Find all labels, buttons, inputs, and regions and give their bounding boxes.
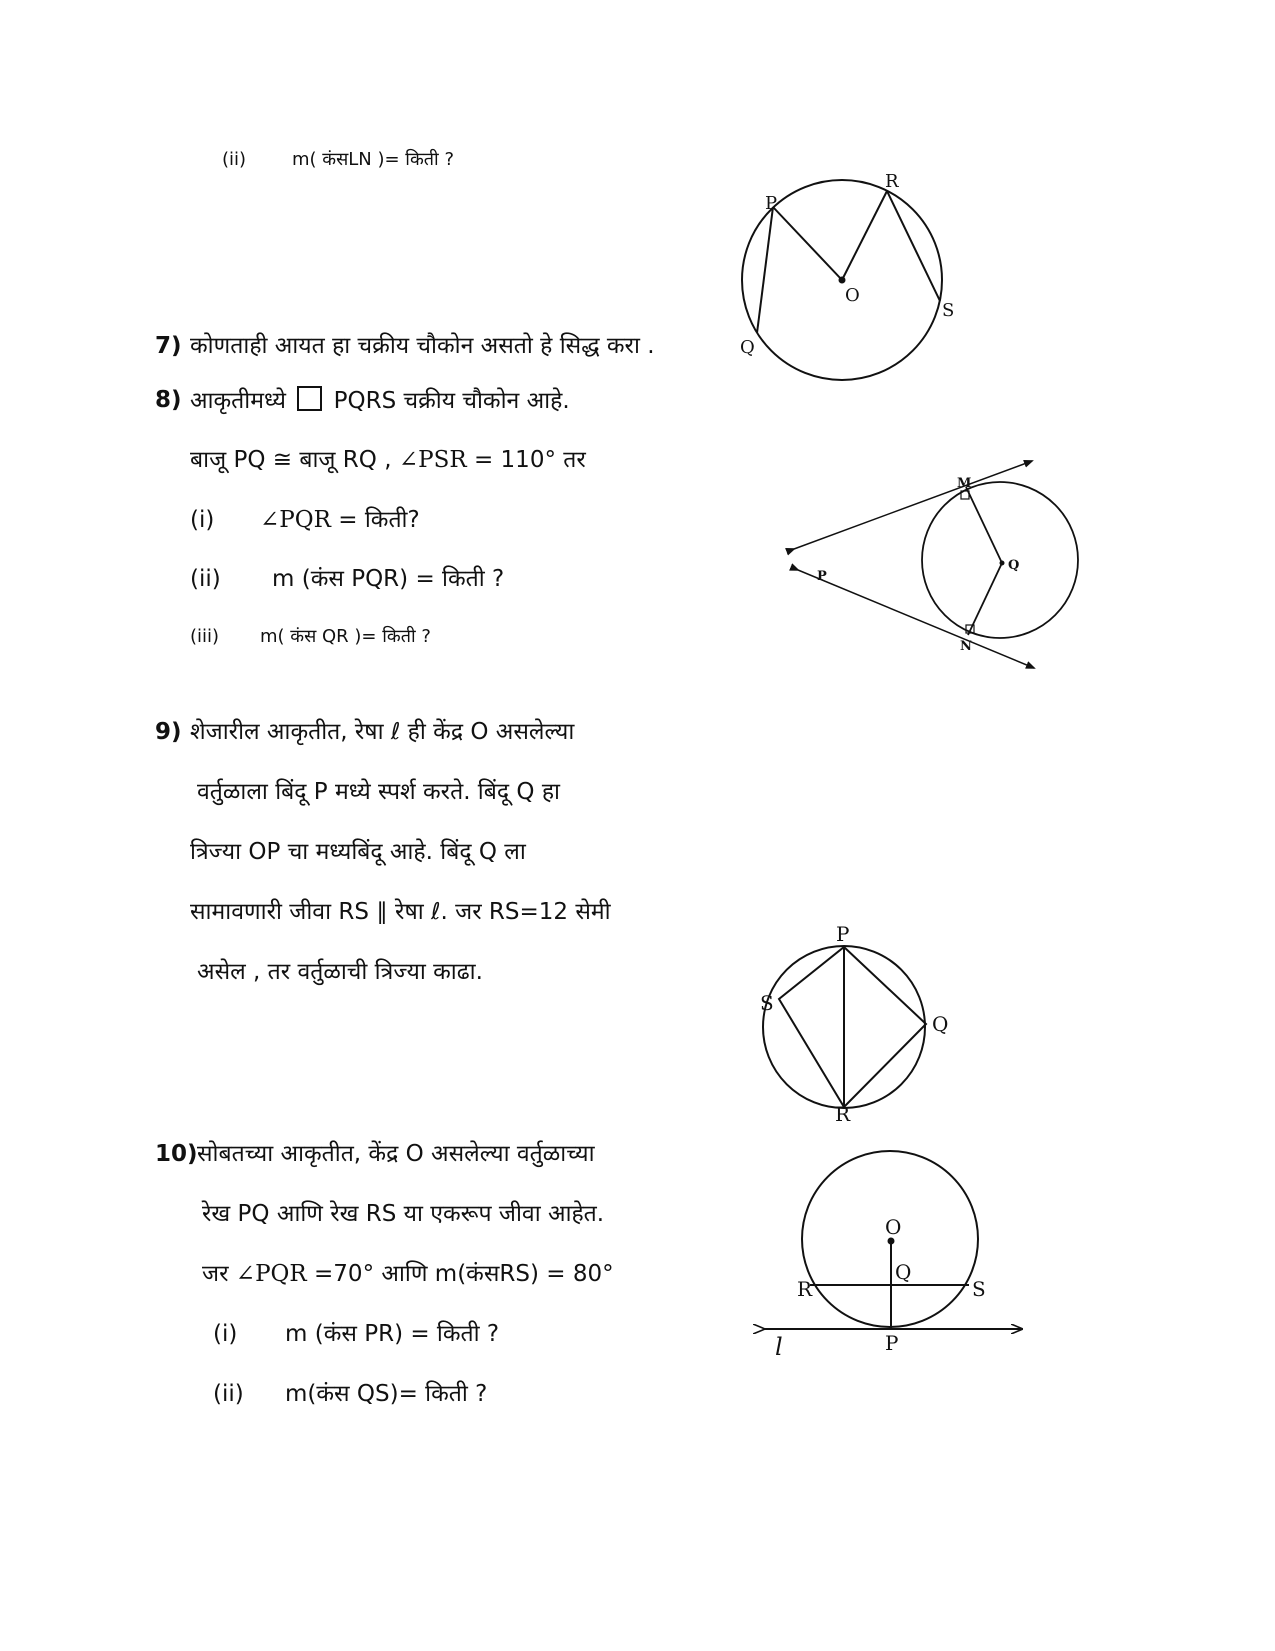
q7-number: 7) xyxy=(155,333,182,359)
q9-line3: त्रिज्या OP चा मध्यबिंदू आहे. बिंदू Q ला xyxy=(190,839,526,865)
fig4-label-l: l xyxy=(775,1333,783,1361)
fig1-label-r: R xyxy=(885,171,899,192)
fig1-chord-rs xyxy=(887,191,940,301)
fig4-label-o: O xyxy=(885,1215,902,1239)
fig2-label-p: P xyxy=(817,569,827,584)
q10-i-text: m (कंस PR) = किती ? xyxy=(285,1321,500,1347)
q10-line2: रेख PQ आणि रेख RS या एकरूप जीवा आहेत. xyxy=(202,1201,605,1227)
fig2-label-m: M xyxy=(957,476,972,491)
fig3-label-s: S xyxy=(760,991,774,1015)
q9-number: 9) xyxy=(155,719,182,745)
figure-3-cyclic-quadrilateral xyxy=(750,915,970,1130)
fig2-label-q: Q xyxy=(1008,558,1020,573)
q10-line3-angle: ∠PQR xyxy=(235,1261,307,1287)
fig1-label-o: O xyxy=(845,285,860,306)
fig3-label-r: R xyxy=(835,1102,851,1126)
fig1-segment-po xyxy=(773,207,842,280)
q10-number: 10) xyxy=(155,1141,198,1167)
q10-line1: सोबतच्या आकृतीत, केंद्र O असलेल्या वर्तुळाच्या xyxy=(197,1141,595,1167)
fig2-segment-mq xyxy=(966,487,1002,563)
fig3-quadrilateral xyxy=(779,947,926,1107)
fig2-segment-nq xyxy=(968,563,1002,635)
fig3-label-p: P xyxy=(836,922,850,946)
fig2-label-n: N xyxy=(960,639,972,654)
q8-line2 xyxy=(190,446,586,474)
q9-line4: सामावणारी जीवा RS ∥ रेषा ℓ. जर RS=12 सेमी xyxy=(190,899,611,925)
q8-ii-label: (ii) xyxy=(190,566,221,592)
fig2-center-dot xyxy=(1000,561,1005,566)
q8-line2-b: = 110° तर xyxy=(473,447,586,473)
figure-4-tangent-chord xyxy=(755,1135,1035,1365)
q9-line2: वर्तुळाला बिंदू P मध्ये स्पर्श करते. बिंदू Q हा xyxy=(197,779,561,805)
q6-text: m( कंसLN )= किती ? xyxy=(292,149,454,170)
q8-i-angle: ∠PQR xyxy=(260,507,331,533)
q10-ii-text: m(कंस QS)= किती ? xyxy=(285,1381,488,1407)
fig1-chord-pq xyxy=(757,207,773,333)
q10-i-label: (i) xyxy=(213,1321,238,1347)
q10-line3 xyxy=(202,1260,614,1288)
q9-line5: असेल , तर वर्तुळाची त्रिज्या काढा. xyxy=(197,959,483,985)
q7-text: कोणताही आयत हा चक्रीय चौकोन असतो हे सिद्ध करा . xyxy=(190,333,655,359)
q8-line2-angle: ∠PSR xyxy=(398,447,467,473)
q8-ii-text: m (कंस PQR) = किती ? xyxy=(272,566,505,592)
fig1-label-q: Q xyxy=(740,337,755,358)
q9-line1: शेजारील आकृतीत, रेषा ℓ ही केंद्र O असलेल्या xyxy=(190,719,575,745)
q8-number: 8) xyxy=(155,387,182,413)
figure-1-circle-pqrs xyxy=(730,165,960,395)
q8-i-label: (i) xyxy=(190,507,215,533)
fig4-label-r: R xyxy=(797,1277,813,1301)
figure-2-tangents xyxy=(780,445,1100,685)
square-symbol-icon xyxy=(297,386,322,411)
q8-i-text: = किती? xyxy=(338,507,420,533)
fig2-tangent-pn xyxy=(798,570,1034,668)
q8-iii-label: (iii) xyxy=(190,626,220,647)
q8-line1 xyxy=(190,386,570,415)
q8-line1-pre: आकृतीमध्ये xyxy=(190,388,286,414)
q10-line3-b: =70° आणि m(कंसRS) = 80° xyxy=(314,1261,614,1287)
q8-i xyxy=(260,506,420,534)
fig1-label-s: S xyxy=(942,300,955,321)
fig1-label-p: P xyxy=(765,193,778,214)
q8-line2-a: बाजू PQ ≅ बाजू RQ , xyxy=(190,447,392,473)
q10-ii-label: (ii) xyxy=(213,1381,244,1407)
fig1-segment-or xyxy=(842,191,887,280)
fig3-label-q: Q xyxy=(932,1012,949,1036)
fig4-label-p: P xyxy=(885,1331,899,1355)
q8-iii-text: m( कंस QR )= किती ? xyxy=(260,626,431,647)
fig4-label-s: S xyxy=(972,1277,986,1301)
q8-line1-post: PQRS चक्रीय चौकोन आहे. xyxy=(333,388,570,414)
q6-label: (ii) xyxy=(222,149,247,170)
fig4-label-q: Q xyxy=(895,1260,912,1284)
fig1-center-dot xyxy=(839,277,846,284)
q10-line3-a: जर xyxy=(202,1261,229,1287)
fig2-tangent-pm xyxy=(794,461,1032,549)
